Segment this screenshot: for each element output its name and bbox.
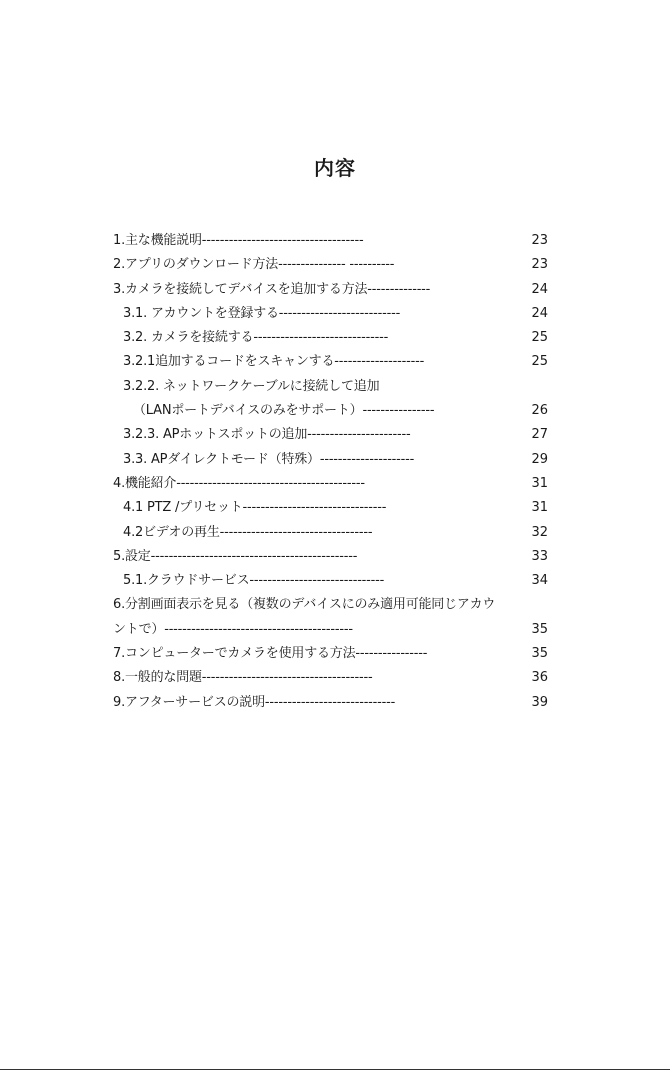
toc-entry[interactable] <box>113 448 548 472</box>
toc-entry[interactable] <box>113 278 548 302</box>
toc-entry[interactable] <box>113 399 548 423</box>
toc-entry-page-number: 25 <box>531 330 548 346</box>
toc-entry[interactable] <box>113 326 548 350</box>
toc-entry[interactable] <box>113 521 548 545</box>
toc-entry-page-number: 34 <box>531 573 548 589</box>
toc-entry[interactable] <box>113 593 548 617</box>
toc-entry[interactable] <box>113 496 548 520</box>
toc-entry-page-number: 35 <box>531 621 548 637</box>
toc-entry-title: 4.機能紹介------------------------------------------ <box>113 475 365 491</box>
toc-entry-title: 2.アプリのダウンロード方法--------------- ---------- <box>113 257 395 273</box>
toc-entry-page-number: 27 <box>531 427 548 443</box>
toc-entry-title: 3.カメラを接続してデバイスを追加する方法-------------- <box>113 281 431 297</box>
toc-entry-title: 3.3. APダイレクトモード（特殊）--------------------- <box>123 451 415 467</box>
toc-entry-title: 4.2ビデオの再生---------------------------------- <box>123 524 373 540</box>
toc-entry[interactable] <box>113 545 548 569</box>
toc-entry-title: 3.1. アカウントを登録する--------------------------- <box>123 305 401 321</box>
toc-entry-title: 4.1 PTZ /プリセット-------------------------------- <box>123 500 387 516</box>
bottom-divider <box>0 1069 670 1070</box>
toc-entry[interactable] <box>113 423 548 447</box>
toc-entry-page-number: 23 <box>531 233 548 248</box>
toc-entry-title: 3.2.3. APホットスポットの追加----------------------- <box>123 427 411 443</box>
toc-entry-page-number: 33 <box>531 548 548 564</box>
toc-entry-title: 5.設定---------------------------------------------- <box>113 548 358 564</box>
toc-entry[interactable] <box>113 472 548 496</box>
toc-entry-page-number: 39 <box>531 694 548 710</box>
toc-entry[interactable] <box>113 666 548 690</box>
toc-entry-title: 9.アフターサービスの説明----------------------------- <box>113 694 396 710</box>
toc-entry-title: 3.2. カメラを接続する------------------------------ <box>123 330 389 346</box>
toc-entry[interactable] <box>113 229 548 253</box>
table-of-contents <box>113 229 548 715</box>
toc-entry[interactable] <box>113 375 548 399</box>
toc-entry[interactable] <box>113 569 548 593</box>
toc-entry-title: 3.2.2. ネットワークケーブルに接続して追加 <box>123 378 380 394</box>
page-title: 内容 <box>314 156 356 180</box>
toc-entry[interactable] <box>113 642 548 666</box>
toc-entry[interactable] <box>113 691 548 715</box>
toc-entry-title: 6.分割画面表示を見る（複数のデバイスにのみ適用可能同じアカウ <box>113 597 496 613</box>
toc-entry-page-number: 25 <box>531 354 548 370</box>
toc-entry-page-number: 23 <box>531 257 548 273</box>
toc-entry-page-number: 31 <box>531 500 548 516</box>
toc-entry[interactable] <box>113 253 548 277</box>
toc-entry-page-number: 24 <box>531 281 548 297</box>
toc-entry-page-number: 32 <box>531 524 548 540</box>
toc-entry-title: 7.コンピューターでカメラを使用する方法---------------- <box>113 646 428 662</box>
toc-entry[interactable] <box>113 302 548 326</box>
toc-entry-page-number: 35 <box>531 646 548 662</box>
toc-entry-title: 5.1.クラウドサービス------------------------------ <box>123 573 385 589</box>
toc-entry-title: 3.2.1追加するコードをスキャンする-------------------- <box>123 354 425 370</box>
toc-entry[interactable] <box>113 618 548 642</box>
toc-entry-page-number: 29 <box>531 451 548 467</box>
toc-entry-page-number: 24 <box>531 305 548 321</box>
toc-entry-page-number: 31 <box>531 475 548 491</box>
toc-entry[interactable] <box>113 350 548 374</box>
toc-entry-page-number: 36 <box>531 670 548 686</box>
toc-entry-page-number: 26 <box>531 403 548 419</box>
toc-entry-title: ントで）------------------------------------------ <box>113 621 353 637</box>
toc-entry-title: （LANポートデバイスのみをサポート）---------------- <box>133 403 435 419</box>
toc-entry-title: 1.主な機能説明------------------------------------ <box>113 233 364 248</box>
toc-entry-title: 8.一般的な問題-------------------------------------- <box>113 670 373 686</box>
